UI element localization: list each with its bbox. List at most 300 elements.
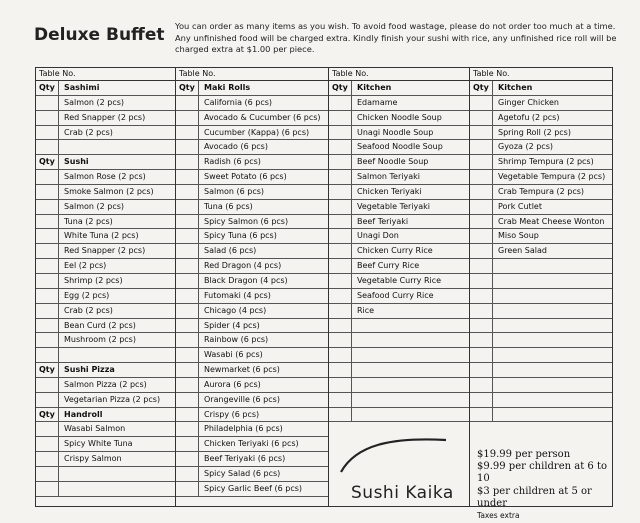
qty-field[interactable] bbox=[176, 200, 199, 214]
qty-field[interactable] bbox=[329, 289, 352, 303]
qty-field[interactable] bbox=[36, 215, 59, 229]
qty-field[interactable] bbox=[176, 378, 199, 392]
menu-item-name: California (6 pcs) bbox=[204, 97, 273, 107]
menu-item-row bbox=[36, 170, 175, 185]
menu-item-row bbox=[329, 408, 469, 423]
menu-item-row bbox=[329, 289, 469, 304]
qty-field[interactable] bbox=[329, 155, 352, 169]
qty-field[interactable] bbox=[470, 200, 493, 214]
menu-item-name: Green Salad bbox=[498, 246, 547, 256]
column-1 bbox=[35, 67, 176, 507]
menu-item-name: Tuna (6 pcs) bbox=[204, 201, 253, 211]
menu-item-name: Vegetable Curry Rice bbox=[357, 275, 442, 285]
menu-item-name bbox=[493, 393, 612, 407]
qty-field[interactable] bbox=[329, 274, 352, 288]
menu-item-row bbox=[470, 348, 612, 363]
menu-item-row bbox=[329, 96, 469, 111]
qty-field[interactable] bbox=[36, 170, 59, 184]
menu-item-row bbox=[470, 333, 612, 348]
menu-item-name: Beef Teriyaki (6 pcs) bbox=[204, 454, 286, 464]
qty-field[interactable] bbox=[470, 126, 493, 140]
qty-label: Qty bbox=[176, 81, 199, 95]
menu-item-row bbox=[176, 259, 328, 274]
table-no-label: Table No. bbox=[329, 68, 469, 81]
menu-item-row bbox=[470, 304, 612, 319]
menu-item-row bbox=[36, 229, 175, 244]
menu-item-row bbox=[176, 111, 328, 126]
qty-label: Qty bbox=[329, 81, 352, 95]
qty-field[interactable] bbox=[36, 96, 59, 110]
menu-item-name: Crab Meat Cheese Wonton bbox=[498, 216, 605, 226]
menu-item-row bbox=[176, 333, 328, 348]
section-title: Kitchen bbox=[498, 83, 533, 92]
menu-item-name: Egg (2 pcs) bbox=[64, 290, 110, 300]
qty-field[interactable] bbox=[176, 229, 199, 243]
menu-item-row bbox=[329, 393, 469, 408]
menu-item-row bbox=[329, 333, 469, 348]
qty-field[interactable] bbox=[176, 408, 199, 422]
qty-field[interactable] bbox=[176, 126, 199, 140]
qty-field[interactable] bbox=[329, 304, 352, 318]
menu-item-row bbox=[470, 259, 612, 274]
brand-name: Sushi Kaika bbox=[351, 483, 454, 503]
menu-item-row bbox=[470, 229, 612, 244]
menu-item-row bbox=[329, 348, 469, 363]
menu-item-row bbox=[176, 96, 328, 111]
section-title: Sushi Pizza bbox=[64, 365, 115, 375]
menu-item-name: Chicken Teriyaki bbox=[357, 186, 422, 196]
qty-field[interactable] bbox=[470, 304, 493, 318]
qty-field[interactable] bbox=[36, 422, 59, 436]
qty-field[interactable] bbox=[176, 289, 199, 303]
menu-item-row bbox=[470, 408, 612, 423]
qty-field[interactable] bbox=[470, 378, 493, 392]
qty-field[interactable] bbox=[329, 244, 352, 258]
menu-item-row bbox=[36, 482, 175, 497]
menu-item-name bbox=[493, 304, 612, 318]
qty-field[interactable] bbox=[470, 215, 493, 229]
menu-item-name: Agetofu (2 pcs) bbox=[498, 112, 560, 122]
menu-item-name bbox=[352, 348, 469, 362]
section-header-row bbox=[36, 155, 175, 170]
menu-item-row bbox=[329, 155, 469, 170]
qty-field[interactable] bbox=[176, 304, 199, 318]
menu-item-name bbox=[493, 363, 612, 377]
menu-item-row bbox=[36, 244, 175, 259]
menu-item-row bbox=[176, 482, 328, 497]
menu-item-row bbox=[329, 185, 469, 200]
menu-item-row bbox=[470, 215, 612, 230]
menu-item-name bbox=[493, 289, 612, 303]
qty-field[interactable] bbox=[176, 185, 199, 199]
menu-item-row bbox=[176, 304, 328, 319]
qty-field[interactable] bbox=[176, 170, 199, 184]
menu-item-name bbox=[493, 319, 612, 333]
qty-field[interactable] bbox=[470, 393, 493, 407]
qty-label: Qty bbox=[36, 81, 59, 95]
menu-item-name: Bean Curd (2 pcs) bbox=[64, 320, 136, 330]
qty-field[interactable] bbox=[36, 452, 59, 466]
qty-field[interactable] bbox=[176, 467, 199, 481]
section-header-row bbox=[176, 81, 328, 96]
menu-item-row bbox=[36, 96, 175, 111]
menu-item-row bbox=[176, 363, 328, 378]
qty-field[interactable] bbox=[36, 348, 59, 362]
menu-item-name: Salmon Rose (2 pcs) bbox=[64, 172, 146, 182]
qty-field[interactable] bbox=[176, 244, 199, 258]
qty-field[interactable] bbox=[176, 96, 199, 110]
menu-item-name bbox=[493, 274, 612, 288]
menu-item-name: Eel (2 pcs) bbox=[64, 261, 107, 271]
menu-item-row bbox=[176, 289, 328, 304]
qty-field[interactable] bbox=[329, 319, 352, 333]
qty-field[interactable] bbox=[329, 408, 352, 422]
menu-item-row bbox=[329, 140, 469, 155]
menu-item-name: Vegetable Teriyaki bbox=[357, 201, 431, 211]
qty-field[interactable] bbox=[36, 126, 59, 140]
menu-item-row bbox=[470, 155, 612, 170]
menu-item-name: Salmon (2 pcs) bbox=[64, 201, 125, 211]
qty-field[interactable] bbox=[470, 111, 493, 125]
menu-item-row bbox=[176, 319, 328, 334]
menu-item-name: Unagi Noodle Soup bbox=[357, 127, 434, 137]
menu-item-row bbox=[329, 378, 469, 393]
qty-field[interactable] bbox=[176, 215, 199, 229]
menu-item-row bbox=[36, 215, 175, 230]
menu-item-name: Black Dragon (4 pcs) bbox=[204, 275, 288, 285]
menu-item-row bbox=[329, 363, 469, 378]
menu-item-name bbox=[493, 348, 612, 362]
menu-item-row bbox=[176, 467, 328, 482]
menu-item-name: Chicken Noodle Soup bbox=[357, 112, 442, 122]
menu-item-name: Avocado (6 pcs) bbox=[204, 142, 268, 152]
qty-field[interactable] bbox=[470, 259, 493, 273]
menu-item-name: Unagi Don bbox=[357, 231, 399, 241]
menu-item-row bbox=[36, 185, 175, 200]
section-title: Sushi bbox=[64, 157, 89, 167]
menu-item-row bbox=[470, 200, 612, 215]
menu-item-name: Red Snapper (2 pcs) bbox=[64, 112, 146, 122]
qty-field[interactable] bbox=[176, 333, 199, 347]
menu-item-name: Miso Soup bbox=[498, 231, 539, 241]
section-title: Kitchen bbox=[357, 83, 392, 92]
footer-area bbox=[331, 427, 616, 521]
menu-item-row bbox=[470, 378, 612, 393]
menu-item-name: Salad (6 pcs) bbox=[204, 246, 257, 256]
menu-item-name: Mushroom (2 pcs) bbox=[64, 335, 136, 345]
menu-item-row bbox=[329, 126, 469, 141]
menu-item-name: Shrimp Tempura (2 pcs) bbox=[498, 157, 594, 167]
menu-item-name bbox=[352, 408, 469, 422]
menu-title: Deluxe Buffet bbox=[34, 25, 165, 45]
menu-item-name bbox=[59, 348, 175, 362]
menu-item-name: Ginger Chicken bbox=[498, 97, 559, 107]
section-header-row bbox=[329, 81, 469, 96]
menu-item-name: Beef Curry Rice bbox=[357, 261, 420, 271]
menu-item-name: Spider (4 pcs) bbox=[204, 320, 260, 330]
menu-item-name: Spicy Salmon (6 pcs) bbox=[204, 216, 289, 226]
qty-field[interactable] bbox=[36, 378, 59, 392]
menu-item-name: Chicken Teriyaki (6 pcs) bbox=[204, 439, 299, 449]
menu-item-row bbox=[329, 229, 469, 244]
menu-item-row bbox=[329, 319, 469, 334]
menu-item-name: Salmon Teriyaki bbox=[357, 172, 420, 182]
menu-item-name: Spicy Tuna (6 pcs) bbox=[204, 231, 277, 241]
menu-item-name bbox=[59, 467, 175, 481]
qty-label: Qty bbox=[470, 81, 493, 95]
menu-item-row bbox=[470, 289, 612, 304]
qty-field[interactable] bbox=[176, 363, 199, 377]
price-child-under-5: $3 per children at 5 or under bbox=[477, 485, 592, 509]
qty-field[interactable] bbox=[470, 274, 493, 288]
menu-item-row bbox=[470, 140, 612, 155]
qty-field[interactable] bbox=[176, 155, 199, 169]
menu-item-name: Sweet Potato (6 pcs) bbox=[204, 172, 287, 182]
table-no-label: Table No. bbox=[36, 68, 175, 81]
menu-item-row bbox=[176, 140, 328, 155]
menu-item-name: Radish (6 pcs) bbox=[204, 157, 261, 167]
menu-item-row bbox=[470, 185, 612, 200]
menu-item-row bbox=[329, 200, 469, 215]
menu-item-row bbox=[36, 422, 175, 437]
qty-field[interactable] bbox=[329, 259, 352, 273]
qty-field[interactable] bbox=[470, 185, 493, 199]
menu-item-row bbox=[329, 259, 469, 274]
table-no-label: Table No. bbox=[470, 68, 612, 81]
qty-field[interactable] bbox=[36, 319, 59, 333]
qty-field[interactable] bbox=[176, 140, 199, 154]
menu-item-name: Wasabi Salmon bbox=[64, 424, 126, 434]
menu-item-row bbox=[176, 378, 328, 393]
qty-field[interactable] bbox=[176, 422, 199, 436]
qty-field[interactable] bbox=[176, 348, 199, 362]
menu-item-row bbox=[176, 155, 328, 170]
menu-item-row bbox=[36, 319, 175, 334]
menu-item-row bbox=[329, 170, 469, 185]
qty-field[interactable] bbox=[329, 111, 352, 125]
qty-field[interactable] bbox=[36, 229, 59, 243]
menu-item-name: Chicken Curry Rice bbox=[357, 246, 433, 256]
menu-item-name: Cucumber (Kappa) (6 pcs) bbox=[204, 127, 310, 137]
qty-field[interactable] bbox=[176, 452, 199, 466]
qty-field[interactable] bbox=[329, 378, 352, 392]
qty-field[interactable] bbox=[36, 393, 59, 407]
qty-field[interactable] bbox=[36, 289, 59, 303]
qty-field[interactable] bbox=[176, 274, 199, 288]
qty-field[interactable] bbox=[329, 170, 352, 184]
menu-item-name bbox=[493, 259, 612, 273]
qty-field[interactable] bbox=[470, 170, 493, 184]
menu-item-name: Beef Noodle Soup bbox=[357, 157, 429, 167]
menu-item-row bbox=[470, 126, 612, 141]
menu-item-row bbox=[36, 259, 175, 274]
menu-item-name: Smoke Salmon (2 pcs) bbox=[64, 186, 154, 196]
menu-item-row bbox=[329, 274, 469, 289]
menu-item-row bbox=[176, 452, 328, 467]
menu-item-row bbox=[36, 378, 175, 393]
qty-field[interactable] bbox=[176, 482, 199, 496]
menu-item-name: Spring Roll (2 pcs) bbox=[498, 127, 571, 137]
menu-item-name: Futomaki (4 pcs) bbox=[204, 290, 271, 300]
section-title: Sashimi bbox=[64, 83, 100, 92]
menu-item-row bbox=[329, 111, 469, 126]
qty-field[interactable] bbox=[36, 200, 59, 214]
menu-item-row bbox=[36, 289, 175, 304]
qty-field[interactable] bbox=[470, 155, 493, 169]
menu-item-name: Newmarket (6 pcs) bbox=[204, 365, 280, 375]
intro-text: You can order as many items as you wish. To avoid food wastage, please do not order too much at a time. Any unfinished food will be charged extra. Kindly finish your sushi with rice, any unfinished rice roll will be charged extra at $1.00 per piece. bbox=[175, 21, 617, 54]
qty-field[interactable] bbox=[470, 289, 493, 303]
menu-item-row bbox=[470, 363, 612, 378]
qty-field[interactable] bbox=[36, 482, 59, 496]
qty-field[interactable] bbox=[329, 185, 352, 199]
menu-item-name: Rainbow (6 pcs) bbox=[204, 335, 269, 345]
qty-field[interactable] bbox=[329, 200, 352, 214]
menu-item-row bbox=[36, 126, 175, 141]
menu-item-row bbox=[470, 274, 612, 289]
qty-label: Qty bbox=[36, 155, 59, 169]
menu-item-name: Seafood Curry Rice bbox=[357, 290, 434, 300]
qty-field[interactable] bbox=[36, 437, 59, 451]
menu-item-row bbox=[36, 200, 175, 215]
menu-item-name: Aurora (6 pcs) bbox=[204, 379, 261, 389]
qty-field[interactable] bbox=[329, 333, 352, 347]
menu-item-name bbox=[352, 393, 469, 407]
qty-label: Qty bbox=[36, 363, 59, 377]
menu-item-name: Tuna (2 pcs) bbox=[64, 216, 113, 226]
menu-item-name bbox=[352, 378, 469, 392]
section-title: Handroll bbox=[64, 409, 103, 419]
menu-item-row bbox=[36, 304, 175, 319]
menu-item-name bbox=[493, 333, 612, 347]
menu-item-name: Crab (2 pcs) bbox=[64, 305, 113, 315]
menu-item-row bbox=[176, 126, 328, 141]
menu-item-name bbox=[352, 333, 469, 347]
qty-field[interactable] bbox=[36, 185, 59, 199]
menu-item-row bbox=[176, 274, 328, 289]
qty-field[interactable] bbox=[36, 274, 59, 288]
qty-field[interactable] bbox=[470, 363, 493, 377]
section-header-row bbox=[36, 81, 175, 96]
qty-label: Qty bbox=[36, 408, 59, 422]
menu-item-name: Red Snapper (2 pcs) bbox=[64, 246, 146, 256]
menu-item-name: Spicy White Tuna bbox=[64, 439, 133, 449]
menu-item-row bbox=[36, 437, 175, 452]
qty-field[interactable] bbox=[176, 393, 199, 407]
menu-item-name: Red Dragon (4 pcs) bbox=[204, 261, 282, 271]
menu-item-row bbox=[36, 111, 175, 126]
qty-field[interactable] bbox=[176, 259, 199, 273]
qty-field[interactable] bbox=[36, 467, 59, 481]
menu-item-row bbox=[470, 111, 612, 126]
qty-field[interactable] bbox=[470, 319, 493, 333]
column-2 bbox=[176, 67, 329, 507]
menu-item-name: Shrimp (2 pcs) bbox=[64, 275, 123, 285]
menu-item-row bbox=[470, 393, 612, 408]
qty-field[interactable] bbox=[329, 363, 352, 377]
menu-item-name bbox=[493, 408, 612, 422]
menu-item-row bbox=[176, 185, 328, 200]
menu-item-name bbox=[352, 319, 469, 333]
menu-item-row bbox=[176, 348, 328, 363]
qty-field[interactable] bbox=[470, 244, 493, 258]
section-header-row bbox=[36, 408, 175, 423]
menu-item-name bbox=[493, 378, 612, 392]
qty-field[interactable] bbox=[176, 111, 199, 125]
qty-field[interactable] bbox=[329, 96, 352, 110]
qty-field[interactable] bbox=[329, 126, 352, 140]
menu-item-row bbox=[36, 393, 175, 408]
menu-item-name: Spicy Salad (6 pcs) bbox=[204, 468, 281, 478]
menu-item-name: Beef Teriyaki bbox=[357, 216, 409, 226]
menu-item-row bbox=[176, 408, 328, 423]
qty-field[interactable] bbox=[329, 140, 352, 154]
qty-field[interactable] bbox=[470, 348, 493, 362]
menu-item-name bbox=[59, 482, 175, 496]
qty-field[interactable] bbox=[329, 215, 352, 229]
qty-field[interactable] bbox=[36, 140, 59, 154]
qty-field[interactable] bbox=[36, 333, 59, 347]
menu-item-row bbox=[470, 96, 612, 111]
menu-item-row bbox=[176, 215, 328, 230]
menu-item-row bbox=[176, 229, 328, 244]
menu-item-name: Gyoza (2 pcs) bbox=[498, 142, 553, 152]
menu-item-row bbox=[329, 304, 469, 319]
qty-field[interactable] bbox=[176, 437, 199, 451]
menu-item-row bbox=[36, 348, 175, 363]
menu-item-name: Pork Cutlet bbox=[498, 201, 542, 211]
menu-item-name: White Tuna (2 pcs) bbox=[64, 231, 139, 241]
qty-field[interactable] bbox=[36, 244, 59, 258]
qty-field[interactable] bbox=[470, 229, 493, 243]
menu-item-row bbox=[176, 200, 328, 215]
qty-field[interactable] bbox=[470, 96, 493, 110]
menu-item-name: Salmon Pizza (2 pcs) bbox=[64, 379, 147, 389]
qty-field[interactable] bbox=[329, 229, 352, 243]
menu-item-name: Vegetable Tempura (2 pcs) bbox=[498, 172, 606, 182]
menu-item-name: Crab Tempura (2 pcs) bbox=[498, 186, 585, 196]
menu-item-row bbox=[36, 467, 175, 482]
section-header-row bbox=[470, 81, 612, 96]
menu-item-row bbox=[176, 422, 328, 437]
menu-item-row bbox=[470, 319, 612, 334]
qty-field[interactable] bbox=[36, 259, 59, 273]
menu-item-row bbox=[176, 437, 328, 452]
qty-field[interactable] bbox=[36, 111, 59, 125]
menu-item-name: Spicy Garlic Beef (6 pcs) bbox=[204, 483, 303, 493]
section-header-row bbox=[36, 363, 175, 378]
menu-item-name: Crispy Salmon bbox=[64, 454, 122, 464]
section-title: Maki Rolls bbox=[204, 83, 251, 92]
menu-item-name: Chicago (4 pcs) bbox=[204, 305, 267, 315]
menu-item-name: Seafood Noodle Soup bbox=[357, 142, 443, 152]
menu-item-row bbox=[329, 215, 469, 230]
menu-item-row bbox=[470, 170, 612, 185]
menu-item-row bbox=[176, 170, 328, 185]
qty-field[interactable] bbox=[329, 348, 352, 362]
qty-field[interactable] bbox=[470, 408, 493, 422]
qty-field[interactable] bbox=[470, 333, 493, 347]
qty-field[interactable] bbox=[329, 393, 352, 407]
menu-item-name: Avocado & Cucumber (6 pcs) bbox=[204, 112, 321, 122]
menu-item-name: Vegetarian Pizza (2 pcs) bbox=[64, 394, 161, 404]
qty-field[interactable] bbox=[470, 140, 493, 154]
qty-field[interactable] bbox=[36, 304, 59, 318]
menu-item-name: Crab (2 pcs) bbox=[64, 127, 113, 137]
menu-item-name: Salmon (2 pcs) bbox=[64, 97, 125, 107]
menu-item-row bbox=[36, 140, 175, 155]
qty-field[interactable] bbox=[176, 319, 199, 333]
